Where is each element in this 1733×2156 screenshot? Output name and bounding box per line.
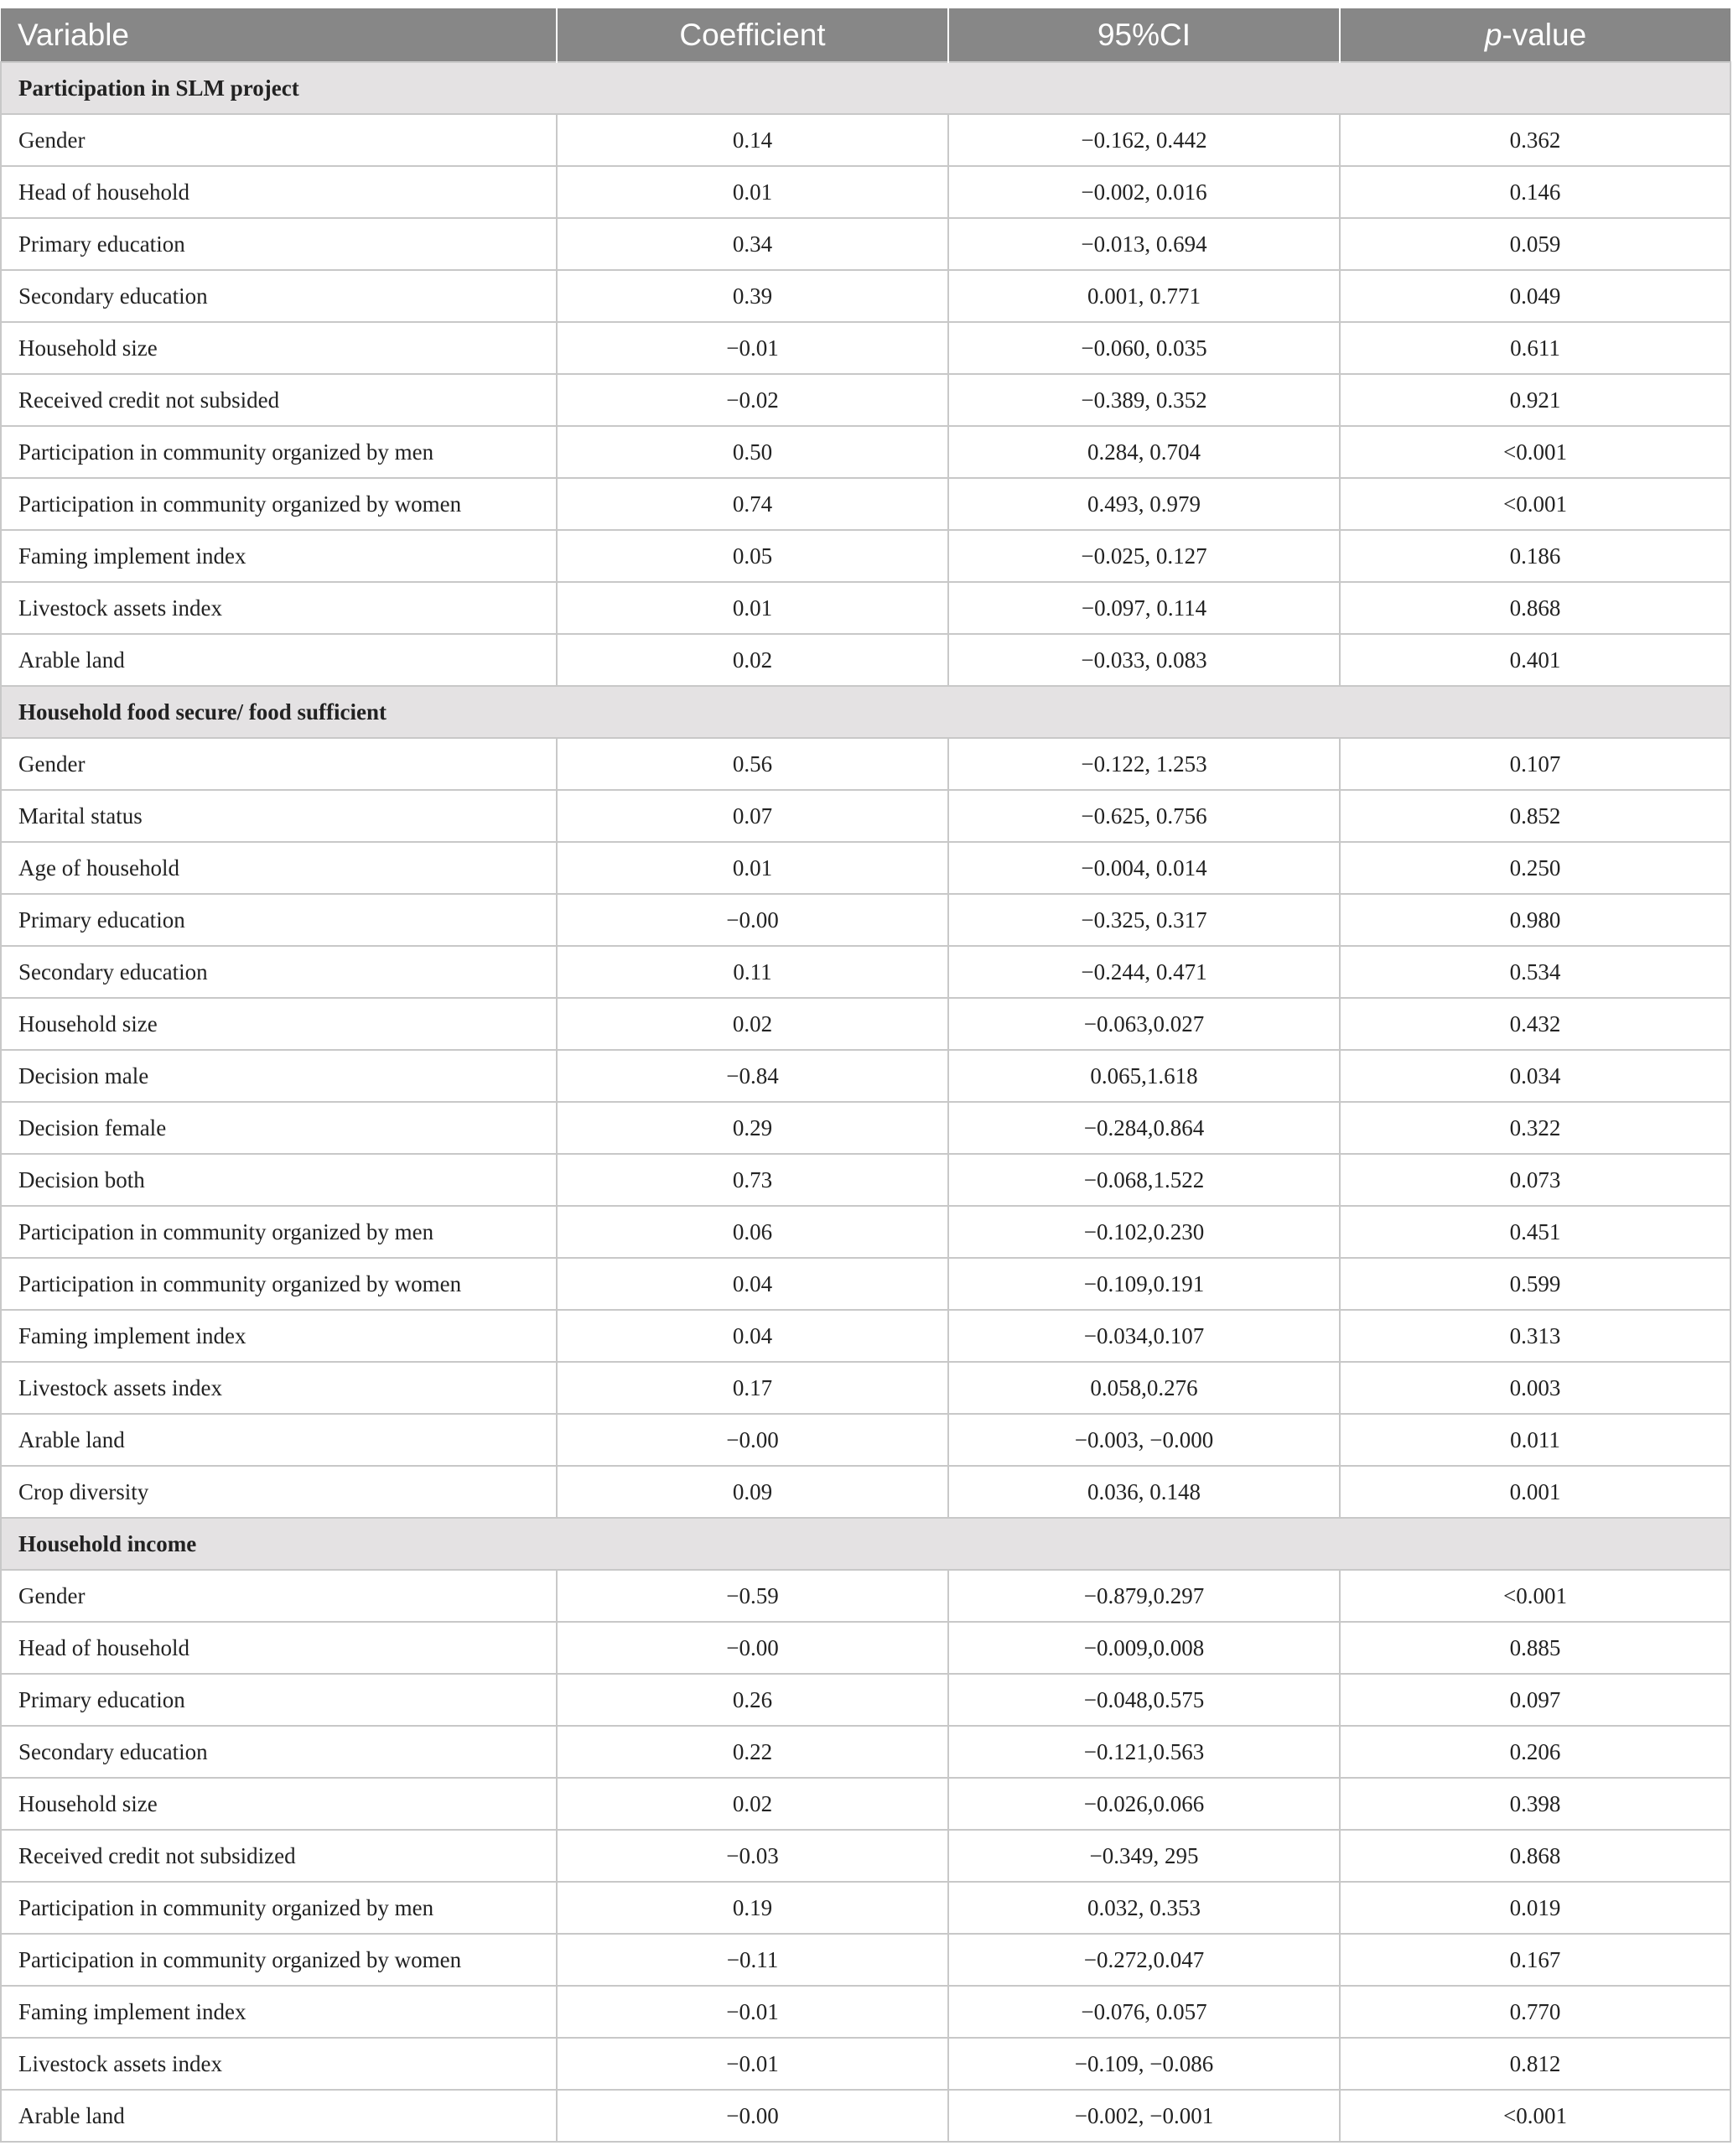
table-row (1, 1050, 1730, 1102)
cell-coefficient: 0.17 (557, 1362, 948, 1414)
header-row (1, 8, 1730, 62)
cell-variable: Head of household (1, 166, 557, 218)
cell-p-value: <0.001 (1340, 478, 1730, 530)
cell-variable: Gender (1, 738, 557, 790)
cell-p-value: 0.322 (1340, 1102, 1730, 1154)
cell-ci: −0.063,0.027 (948, 998, 1340, 1050)
cell-variable: Livestock assets index (1, 2038, 557, 2090)
cell-variable: Participation in community organized by women (1, 1934, 557, 1986)
table-body (1, 62, 1730, 2142)
table-row (1, 1622, 1730, 1674)
cell-p-value: <0.001 (1340, 2090, 1730, 2142)
cell-coefficient: 0.29 (557, 1102, 948, 1154)
section-header-row (1, 62, 1730, 114)
cell-variable: Participation in community organized by women (1, 478, 557, 530)
cell-ci: 0.001, 0.771 (948, 270, 1340, 322)
cell-coefficient: 0.26 (557, 1674, 948, 1726)
table-row (1, 1258, 1730, 1310)
cell-p-value: 0.812 (1340, 2038, 1730, 2090)
cell-variable: Gender (1, 1570, 557, 1622)
cell-variable: Received credit not subsided (1, 374, 557, 426)
table-row (1, 894, 1730, 946)
cell-ci: −0.122, 1.253 (948, 738, 1340, 790)
cell-ci: −0.879,0.297 (948, 1570, 1340, 1622)
cell-variable: Arable land (1, 1414, 557, 1466)
cell-ci: −0.121,0.563 (948, 1726, 1340, 1778)
cell-coefficient: 0.34 (557, 218, 948, 270)
cell-ci: −0.349, 295 (948, 1830, 1340, 1882)
section-title: Participation in SLM project (1, 62, 1730, 114)
table-row (1, 1674, 1730, 1726)
table-row (1, 1154, 1730, 1206)
cell-variable: Participation in community organized by men (1, 1882, 557, 1934)
cell-p-value: 0.049 (1340, 270, 1730, 322)
table-header (1, 8, 1730, 62)
cell-p-value: 0.107 (1340, 738, 1730, 790)
table-row (1, 738, 1730, 790)
section-title: Household food secure/ food sufficient (1, 686, 1730, 738)
cell-coefficient: 0.73 (557, 1154, 948, 1206)
cell-ci: −0.068,1.522 (948, 1154, 1340, 1206)
cell-ci: −0.026,0.066 (948, 1778, 1340, 1830)
cell-coefficient: 0.06 (557, 1206, 948, 1258)
cell-ci: −0.009,0.008 (948, 1622, 1340, 1674)
cell-p-value: 0.034 (1340, 1050, 1730, 1102)
table-row (1, 1310, 1730, 1362)
cell-variable: Secondary education (1, 270, 557, 322)
cell-p-value: 0.885 (1340, 1622, 1730, 1674)
cell-p-value: 0.770 (1340, 1986, 1730, 2038)
cell-ci: −0.013, 0.694 (948, 218, 1340, 270)
cell-ci: −0.002, −0.001 (948, 2090, 1340, 2142)
cell-ci: −0.002, 0.016 (948, 166, 1340, 218)
cell-p-value: 0.362 (1340, 114, 1730, 166)
cell-coefficient: 0.09 (557, 1466, 948, 1518)
cell-variable: Head of household (1, 1622, 557, 1674)
cell-p-value: 0.011 (1340, 1414, 1730, 1466)
cell-variable: Livestock assets index (1, 582, 557, 634)
cell-variable: Secondary education (1, 946, 557, 998)
cell-variable: Received credit not subsidized (1, 1830, 557, 1882)
cell-ci: −0.076, 0.057 (948, 1986, 1340, 2038)
cell-coefficient: −0.03 (557, 1830, 948, 1882)
header-coefficient: Coefficient (557, 8, 948, 62)
cell-coefficient: 0.14 (557, 114, 948, 166)
cell-variable: Primary education (1, 894, 557, 946)
cell-p-value: 0.451 (1340, 1206, 1730, 1258)
cell-ci: 0.036, 0.148 (948, 1466, 1340, 1518)
cell-p-value: 0.398 (1340, 1778, 1730, 1830)
table-row (1, 530, 1730, 582)
cell-coefficient: 0.01 (557, 842, 948, 894)
cell-coefficient: 0.02 (557, 998, 948, 1050)
table-row (1, 270, 1730, 322)
cell-coefficient: 0.02 (557, 634, 948, 686)
table-row (1, 1102, 1730, 1154)
cell-p-value: 0.206 (1340, 1726, 1730, 1778)
cell-coefficient: 0.39 (557, 270, 948, 322)
cell-p-value: 0.313 (1340, 1310, 1730, 1362)
cell-p-value: 0.534 (1340, 946, 1730, 998)
header-p-value (1340, 8, 1730, 62)
cell-ci: −0.325, 0.317 (948, 894, 1340, 946)
table-row (1, 1206, 1730, 1258)
table-row (1, 1362, 1730, 1414)
cell-ci: −0.244, 0.471 (948, 946, 1340, 998)
cell-ci: −0.162, 0.442 (948, 114, 1340, 166)
cell-variable: Livestock assets index (1, 1362, 557, 1414)
cell-ci: 0.493, 0.979 (948, 478, 1340, 530)
cell-ci: −0.048,0.575 (948, 1674, 1340, 1726)
cell-variable: Faming implement index (1, 530, 557, 582)
cell-ci: −0.025, 0.127 (948, 530, 1340, 582)
cell-coefficient: 0.22 (557, 1726, 948, 1778)
cell-variable: Primary education (1, 1674, 557, 1726)
cell-coefficient: −0.59 (557, 1570, 948, 1622)
cell-variable: Decision female (1, 1102, 557, 1154)
cell-coefficient: −0.01 (557, 1986, 948, 2038)
cell-p-value: <0.001 (1340, 426, 1730, 478)
cell-variable: Gender (1, 114, 557, 166)
table-row (1, 1986, 1730, 2038)
cell-p-value: 0.059 (1340, 218, 1730, 270)
cell-coefficient: −0.01 (557, 2038, 948, 2090)
cell-ci: 0.032, 0.353 (948, 1882, 1340, 1934)
cell-coefficient: −0.00 (557, 2090, 948, 2142)
cell-ci: −0.033, 0.083 (948, 634, 1340, 686)
cell-ci: −0.060, 0.035 (948, 322, 1340, 374)
cell-variable: Household size (1, 998, 557, 1050)
cell-variable: Participation in community organized by men (1, 426, 557, 478)
cell-coefficient: 0.74 (557, 478, 948, 530)
cell-variable: Marital status (1, 790, 557, 842)
cell-p-value: 0.599 (1340, 1258, 1730, 1310)
cell-variable: Faming implement index (1, 1986, 557, 2038)
cell-p-value: <0.001 (1340, 1570, 1730, 1622)
table-row (1, 790, 1730, 842)
cell-p-value: 0.186 (1340, 530, 1730, 582)
cell-variable: Faming implement index (1, 1310, 557, 1362)
cell-variable: Decision both (1, 1154, 557, 1206)
cell-variable: Secondary education (1, 1726, 557, 1778)
section-header-row (1, 686, 1730, 738)
cell-ci: −0.097, 0.114 (948, 582, 1340, 634)
cell-p-value: 0.250 (1340, 842, 1730, 894)
header-variable: Variable (1, 8, 557, 62)
cell-ci: 0.058,0.276 (948, 1362, 1340, 1414)
cell-coefficient: 0.04 (557, 1310, 948, 1362)
cell-variable: Household size (1, 1778, 557, 1830)
table-row (1, 2090, 1730, 2142)
cell-variable: Arable land (1, 634, 557, 686)
cell-coefficient: −0.84 (557, 1050, 948, 1102)
cell-ci: −0.625, 0.756 (948, 790, 1340, 842)
table-row (1, 634, 1730, 686)
table-row (1, 218, 1730, 270)
cell-p-value: 0.980 (1340, 894, 1730, 946)
cell-variable: Arable land (1, 2090, 557, 2142)
cell-p-value: 0.852 (1340, 790, 1730, 842)
cell-p-value: 0.003 (1340, 1362, 1730, 1414)
cell-variable: Primary education (1, 218, 557, 270)
cell-ci: −0.284,0.864 (948, 1102, 1340, 1154)
cell-p-value: 0.001 (1340, 1466, 1730, 1518)
cell-coefficient: −0.11 (557, 1934, 948, 1986)
cell-coefficient: 0.02 (557, 1778, 948, 1830)
cell-ci: −0.389, 0.352 (948, 374, 1340, 426)
cell-coefficient: 0.05 (557, 530, 948, 582)
cell-p-value: 0.868 (1340, 1830, 1730, 1882)
cell-p-value: 0.097 (1340, 1674, 1730, 1726)
cell-ci: 0.284, 0.704 (948, 426, 1340, 478)
section-title: Household income (1, 1518, 1730, 1570)
cell-variable: Household size (1, 322, 557, 374)
cell-ci: −0.034,0.107 (948, 1310, 1340, 1362)
cell-p-value: 0.868 (1340, 582, 1730, 634)
table-row (1, 426, 1730, 478)
cell-ci: 0.065,1.618 (948, 1050, 1340, 1102)
header-p-suffix: -value (1502, 17, 1587, 52)
section-header-row (1, 1518, 1730, 1570)
table-row (1, 1466, 1730, 1518)
table-row (1, 1830, 1730, 1882)
header-ci: 95%CI (948, 8, 1340, 62)
table-row (1, 1882, 1730, 1934)
table-row (1, 166, 1730, 218)
cell-ci: −0.109,0.191 (948, 1258, 1340, 1310)
cell-coefficient: 0.11 (557, 946, 948, 998)
cell-p-value: 0.073 (1340, 1154, 1730, 1206)
table-row (1, 998, 1730, 1050)
cell-ci: −0.003, −0.000 (948, 1414, 1340, 1466)
cell-coefficient: −0.00 (557, 1622, 948, 1674)
cell-p-value: 0.146 (1340, 166, 1730, 218)
cell-ci: −0.109, −0.086 (948, 2038, 1340, 2090)
table-row (1, 842, 1730, 894)
table-row (1, 322, 1730, 374)
cell-variable: Participation in community organized by men (1, 1206, 557, 1258)
cell-p-value: 0.019 (1340, 1882, 1730, 1934)
cell-ci: −0.102,0.230 (948, 1206, 1340, 1258)
table-row (1, 1934, 1730, 1986)
cell-variable: Age of household (1, 842, 557, 894)
cell-coefficient: 0.56 (557, 738, 948, 790)
table-row (1, 478, 1730, 530)
table-row (1, 582, 1730, 634)
cell-ci: −0.272,0.047 (948, 1934, 1340, 1986)
table-row (1, 1726, 1730, 1778)
cell-variable: Decision male (1, 1050, 557, 1102)
cell-coefficient: −0.00 (557, 894, 948, 946)
cell-coefficient: 0.19 (557, 1882, 948, 1934)
cell-coefficient: −0.02 (557, 374, 948, 426)
cell-p-value: 0.921 (1340, 374, 1730, 426)
cell-ci: −0.004, 0.014 (948, 842, 1340, 894)
cell-coefficient: −0.01 (557, 322, 948, 374)
table-row (1, 1570, 1730, 1622)
table-row (1, 946, 1730, 998)
table-row (1, 374, 1730, 426)
cell-p-value: 0.401 (1340, 634, 1730, 686)
cell-coefficient: 0.50 (557, 426, 948, 478)
cell-p-value: 0.167 (1340, 1934, 1730, 1986)
regression-table (0, 8, 1731, 2143)
cell-variable: Participation in community organized by women (1, 1258, 557, 1310)
cell-coefficient: −0.00 (557, 1414, 948, 1466)
cell-p-value: 0.611 (1340, 322, 1730, 374)
header-p-letter: p (1484, 17, 1502, 52)
cell-p-value: 0.432 (1340, 998, 1730, 1050)
table-row (1, 1778, 1730, 1830)
cell-coefficient: 0.07 (557, 790, 948, 842)
table-row (1, 2038, 1730, 2090)
table-row (1, 114, 1730, 166)
table-row (1, 1414, 1730, 1466)
cell-coefficient: 0.01 (557, 582, 948, 634)
regression-table-container (0, 8, 1730, 2143)
cell-coefficient: 0.04 (557, 1258, 948, 1310)
cell-variable: Crop diversity (1, 1466, 557, 1518)
cell-coefficient: 0.01 (557, 166, 948, 218)
